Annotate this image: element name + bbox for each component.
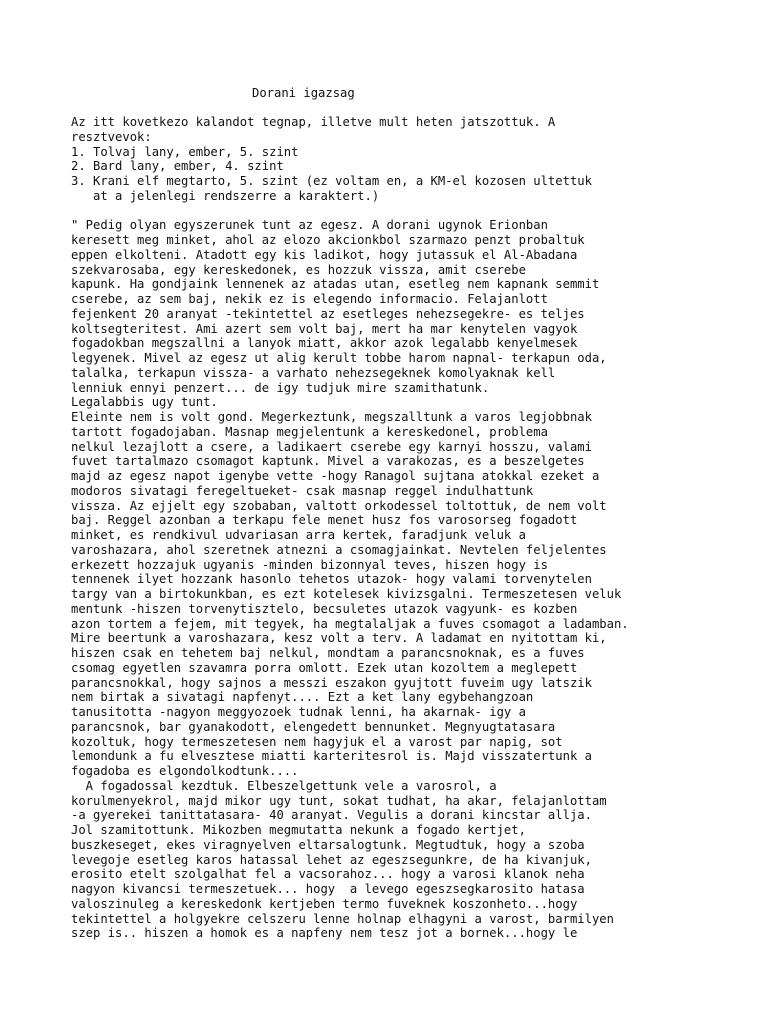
document-line: erosito etelt szolgalhat fel a vacsorahoz... hogy a varosi klanok neha	[71, 867, 585, 882]
document-line: resztvevok:	[71, 129, 152, 144]
document-line: csomag egyetlen szavamra porra omlott. Ezek utan kozoltem a meglepett	[71, 660, 578, 675]
document-line: parancsnokkal, hogy sajnos a messzi eszakon gyujtott fuveim ugy latszik	[71, 675, 592, 690]
document-line: azon tortem a fejem, mit tegyek, ha megtalaljak a fuves csomagot a ladamban.	[71, 616, 629, 631]
document-line: nagyon kivancsi termeszetuek... hogy a levego egeszsegkarosito hatasa	[71, 882, 585, 896]
document-line: 2. Bard lany, ember, 4. szint	[71, 159, 284, 174]
document-line: mentunk -hiszen torvenytisztelo, becsuletes utazok vagyunk- es kozben	[71, 601, 578, 616]
document-line: keresett meg minket, ahol az elozo akcionkbol szarmazo penzt probaltuk	[71, 233, 585, 247]
document-line: cserebe, az sem baj, nekik ez is elegendo informacio. Felajanlott	[71, 292, 548, 306]
document-line: tennenek ilyet hozzank hasonlo tehetos utazok- hogy valami torvenytelen	[71, 572, 592, 587]
document-line: modoros sivatagi feregeltueket- csak masnap reggel indulhattunk	[71, 483, 534, 498]
document-line: minket, es rendkivul udvariasan arra kertek, faradjunk veluk a	[71, 528, 526, 542]
document-line: targy van a birtokunkban, es ezt kotelesek kivizsgalni. Termeszetesen veluk	[71, 587, 622, 601]
document-line: -a gyerekei tanittatasara- 40 aranyat. Vegulis a dorani kincstar allja.	[71, 808, 592, 823]
document-line: fogadoba es elgondolkodtunk....	[71, 764, 299, 778]
document-line: kozoltuk, hogy termeszetesen nem hagyjuk el a varost par napig, sot	[71, 734, 563, 749]
document-line: at a jelenlegi rendszerre a karaktert.)	[71, 188, 380, 203]
document-line: majd az egesz napot igenybe vette -hogy Ranagol sujtana atokkal ezeket a	[71, 469, 600, 483]
document-line: eppen elkolteni. Atadott egy kis ladikot, hogy jutassuk el Al-Abadana	[71, 247, 578, 262]
document-line: 3. Krani elf megtarto, 5. szint (ez voltam en, a KM-el kozosen ultettuk	[71, 174, 592, 188]
document-line: szekvarosaba, egy kereskedonek, es hozzuk vissza, amit cserebe	[71, 262, 526, 277]
document-line: lenniuk ennyi penzert... de igy tudjuk mire szamithatunk.	[71, 380, 490, 395]
document-line: fejenkent 20 aranyat -tekintettel az esetleges nehezsegekre- es teljes	[71, 306, 585, 321]
document-line: tartott fogadojaban. Masnap megjelentunk a kereskedonel, problema	[71, 424, 548, 439]
document-line: kapunk. Ha gondjaink lennenek az atadas utan, esetleg nem kapnank semmit	[71, 277, 600, 292]
document-line: Mire beertunk a varoshazara, kesz volt a terv. A ladamat en nyitottam ki,	[71, 631, 607, 646]
document-line: Az itt kovetkezo kalandot tegnap, illetve mult heten jatszottuk. A	[71, 115, 556, 129]
document-line: szep is.. hiszen a homok es a napfeny nem tesz jot a bornek...hogy le	[71, 926, 578, 941]
document-line: vissza. Az ejjelt egy szobaban, valtott orkodessel toltottuk, de nem volt	[71, 498, 607, 513]
document-line: A fogadossal kezdtuk. Elbeszelgettunk vele a varosrol, a	[71, 778, 497, 793]
document-line: legyenek. Mivel az egesz ut alig kerult tobbe harom napnal- terkapun oda,	[71, 351, 607, 365]
document-line: baj. Reggel azonban a terkapu fele menet husz fos varosorseg fogadott	[71, 513, 578, 528]
document-line: nelkul lezajlott a csere, a ladikaert cserebe egy karnyi hosszu, valami	[71, 439, 592, 454]
document-line: tekintettel a holgyekre celszeru lenne holnap elhagyni a varost, barmilyen	[71, 911, 614, 926]
document-line: Legalabbis ugy tunt.	[71, 395, 218, 410]
document-line: fogadokban megszallni a lanyok miatt, akkor azok legalabb kenyelmesek	[71, 336, 578, 351]
document-line	[71, 204, 629, 219]
document-line: lemondunk a fu elvesztese miatti karteritesrol is. Majd visszatertunk a	[71, 749, 592, 764]
document-line: nem birtak a sivatagi napfenyt.... Ezt a ket lany egybehangzoan	[71, 690, 534, 705]
document-line: tanusitotta -nagyon meggyozoek tudnak lenni, ha akarnak- igy a	[71, 705, 526, 719]
document-line: erkezett hozzajuk ugyanis -minden bizonnyal teves, hiszen hogy is	[71, 557, 548, 572]
document-line: talalka, terkapun vissza- a varhato nehezsegeknek komolyaknak kell	[71, 365, 556, 380]
document-line: levegoje esetleg karos hatassal lehet az egeszsegunkre, de ha kivanjuk,	[71, 852, 592, 867]
document-line: " Pedig olyan egyszerunek tunt az egesz. A dorani ugynok Erionban	[71, 218, 548, 233]
document-line: 1. Tolvaj lany, ember, 5. szint	[71, 144, 299, 159]
document-line: fuvet tartalmazo csomagot kaptunk. Mivel a varakozas, es a beszelgetes	[71, 454, 585, 469]
document-body	[71, 115, 629, 941]
document-line: koltsegteritest. Ami azert sem volt baj, mert ha mar kenytelen vagyok	[71, 321, 578, 336]
document-line: valoszinuleg a kereskedonk kertjeben termo fuveknek koszonheto...hogy	[71, 896, 578, 911]
document-line: Eleinte nem is volt gond. Megerkeztunk, megszalltunk a varos legjobbnak	[71, 410, 592, 424]
document-line: buszkeseget, ekes viragnyelven eltarsalogtunk. Megtudtuk, hogy a szoba	[71, 837, 585, 852]
document-line: hiszen csak en tehetem baj nelkul, mondtam a parancsnoknak, es a fuves	[71, 646, 585, 660]
document-line: korulmenyekrol, majd mikor ugy tunt, sokat tudhat, ha akar, felajanlottam	[71, 793, 607, 808]
document-title: Dorani igazsag	[252, 86, 355, 100]
document-line: varoshazara, ahol szeretnek atnezni a csomagjainkat. Nevtelen feljelentes	[71, 542, 607, 557]
document-line: Jol szamitottunk. Mikozben megmutatta nekunk a fogado kertjet,	[71, 823, 526, 837]
document-line: parancsnok, bar gyanakodott, elengedett bennunket. Megnyugtatasara	[71, 719, 556, 734]
